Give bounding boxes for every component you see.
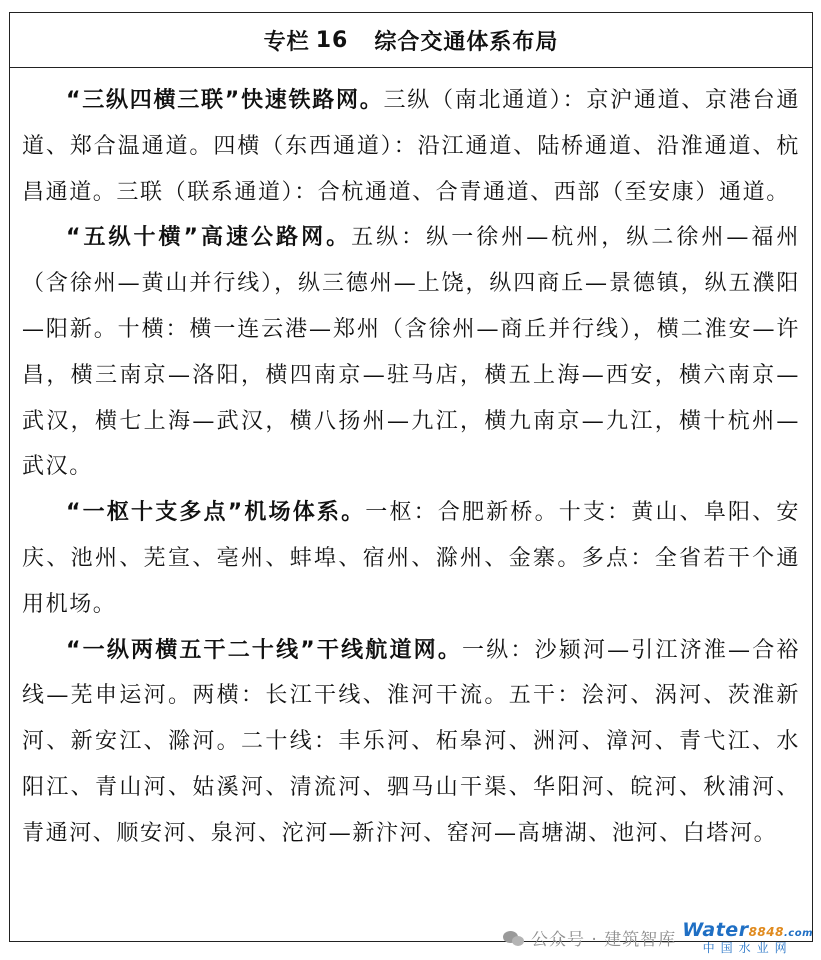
paragraph-body: 三纵（南北通道）：京沪通道、京港台通道、郑合温通道。四横（东西通道）：沿江通道、陆桥通道、沿淮通道、杭昌通道。三联（联系通道）：合杭通道、合青通道、西部（至安康）通道。 [22, 88, 800, 205]
paragraph-lead: “三纵四横三联”快速铁路网。 [66, 88, 384, 113]
wechat-icon [503, 929, 525, 947]
paragraph-lead: “一纵两横五干二十线”干线航道网。 [66, 637, 463, 663]
watermark-text: 公众号 · 建筑智库 [531, 930, 677, 950]
column-label: 专栏 [263, 29, 310, 55]
paragraph-body: 五纵：纵一徐州—杭州，纵二徐州—福州（含徐州—黄山并行线），纵三德州—上饶，纵四商丘—景德镇，纵五濮阳—阳新。十横：横一连云港—郑州（含徐州—商丘并行线），横二淮安—许昌，横三南京—洛阳，横四南京—驻马店，横五上海—西安，横六南京—武汉，横七上海—武汉，横八扬州—九江，横九南京—九江，横十杭州—武汉。 [22, 225, 800, 480]
column-content [10, 68, 812, 857]
paragraph-body: 一纵：沙颍河—引江济淮—合裕线—芜申运河。两横：长江干线、淮河干流。五干：浍河、涡河、茨淮新河、新安江、滁河。二十线：丰乐河、柘皋河、洲河、漳河、青弋江、水阳江、青山河、姑溪河、清流河、驷马山干渠、华阳河、皖河、秋浦河、青通河、顺安河、泉河、沱河—新汴河、窑河—高塘湖、池河、白塔河。 [22, 637, 801, 846]
paragraph-body: 一枢：合肥新桥。十支：黄山、阜阳、安庆、池州、芜宣、亳州、蚌埠、宿州、滁州、金寨。多点：全省若干个通用机场。 [22, 500, 800, 617]
paragraph-railway [22, 78, 800, 215]
logo-chinese-name: 中国水业网 [702, 941, 793, 955]
paragraph-waterway [22, 628, 800, 857]
page-top-strip [0, 0, 821, 9]
logo-domain: .com [783, 928, 813, 939]
paragraph-airport [22, 490, 800, 627]
paragraph-lead: “五纵十横”高速公路网。 [66, 225, 352, 251]
paragraph-highway [22, 215, 800, 490]
paragraph-lead: “一枢十支多点”机场体系。 [66, 500, 366, 526]
logo-number: 8848 [748, 925, 784, 939]
column-number: 16 [315, 27, 349, 53]
watermark [503, 921, 813, 954]
column-box [9, 12, 813, 942]
watermark-logo [682, 921, 813, 954]
logo-brand: Water [682, 919, 749, 941]
column-title [10, 13, 812, 68]
column-heading: 综合交通体系布局 [374, 29, 559, 55]
